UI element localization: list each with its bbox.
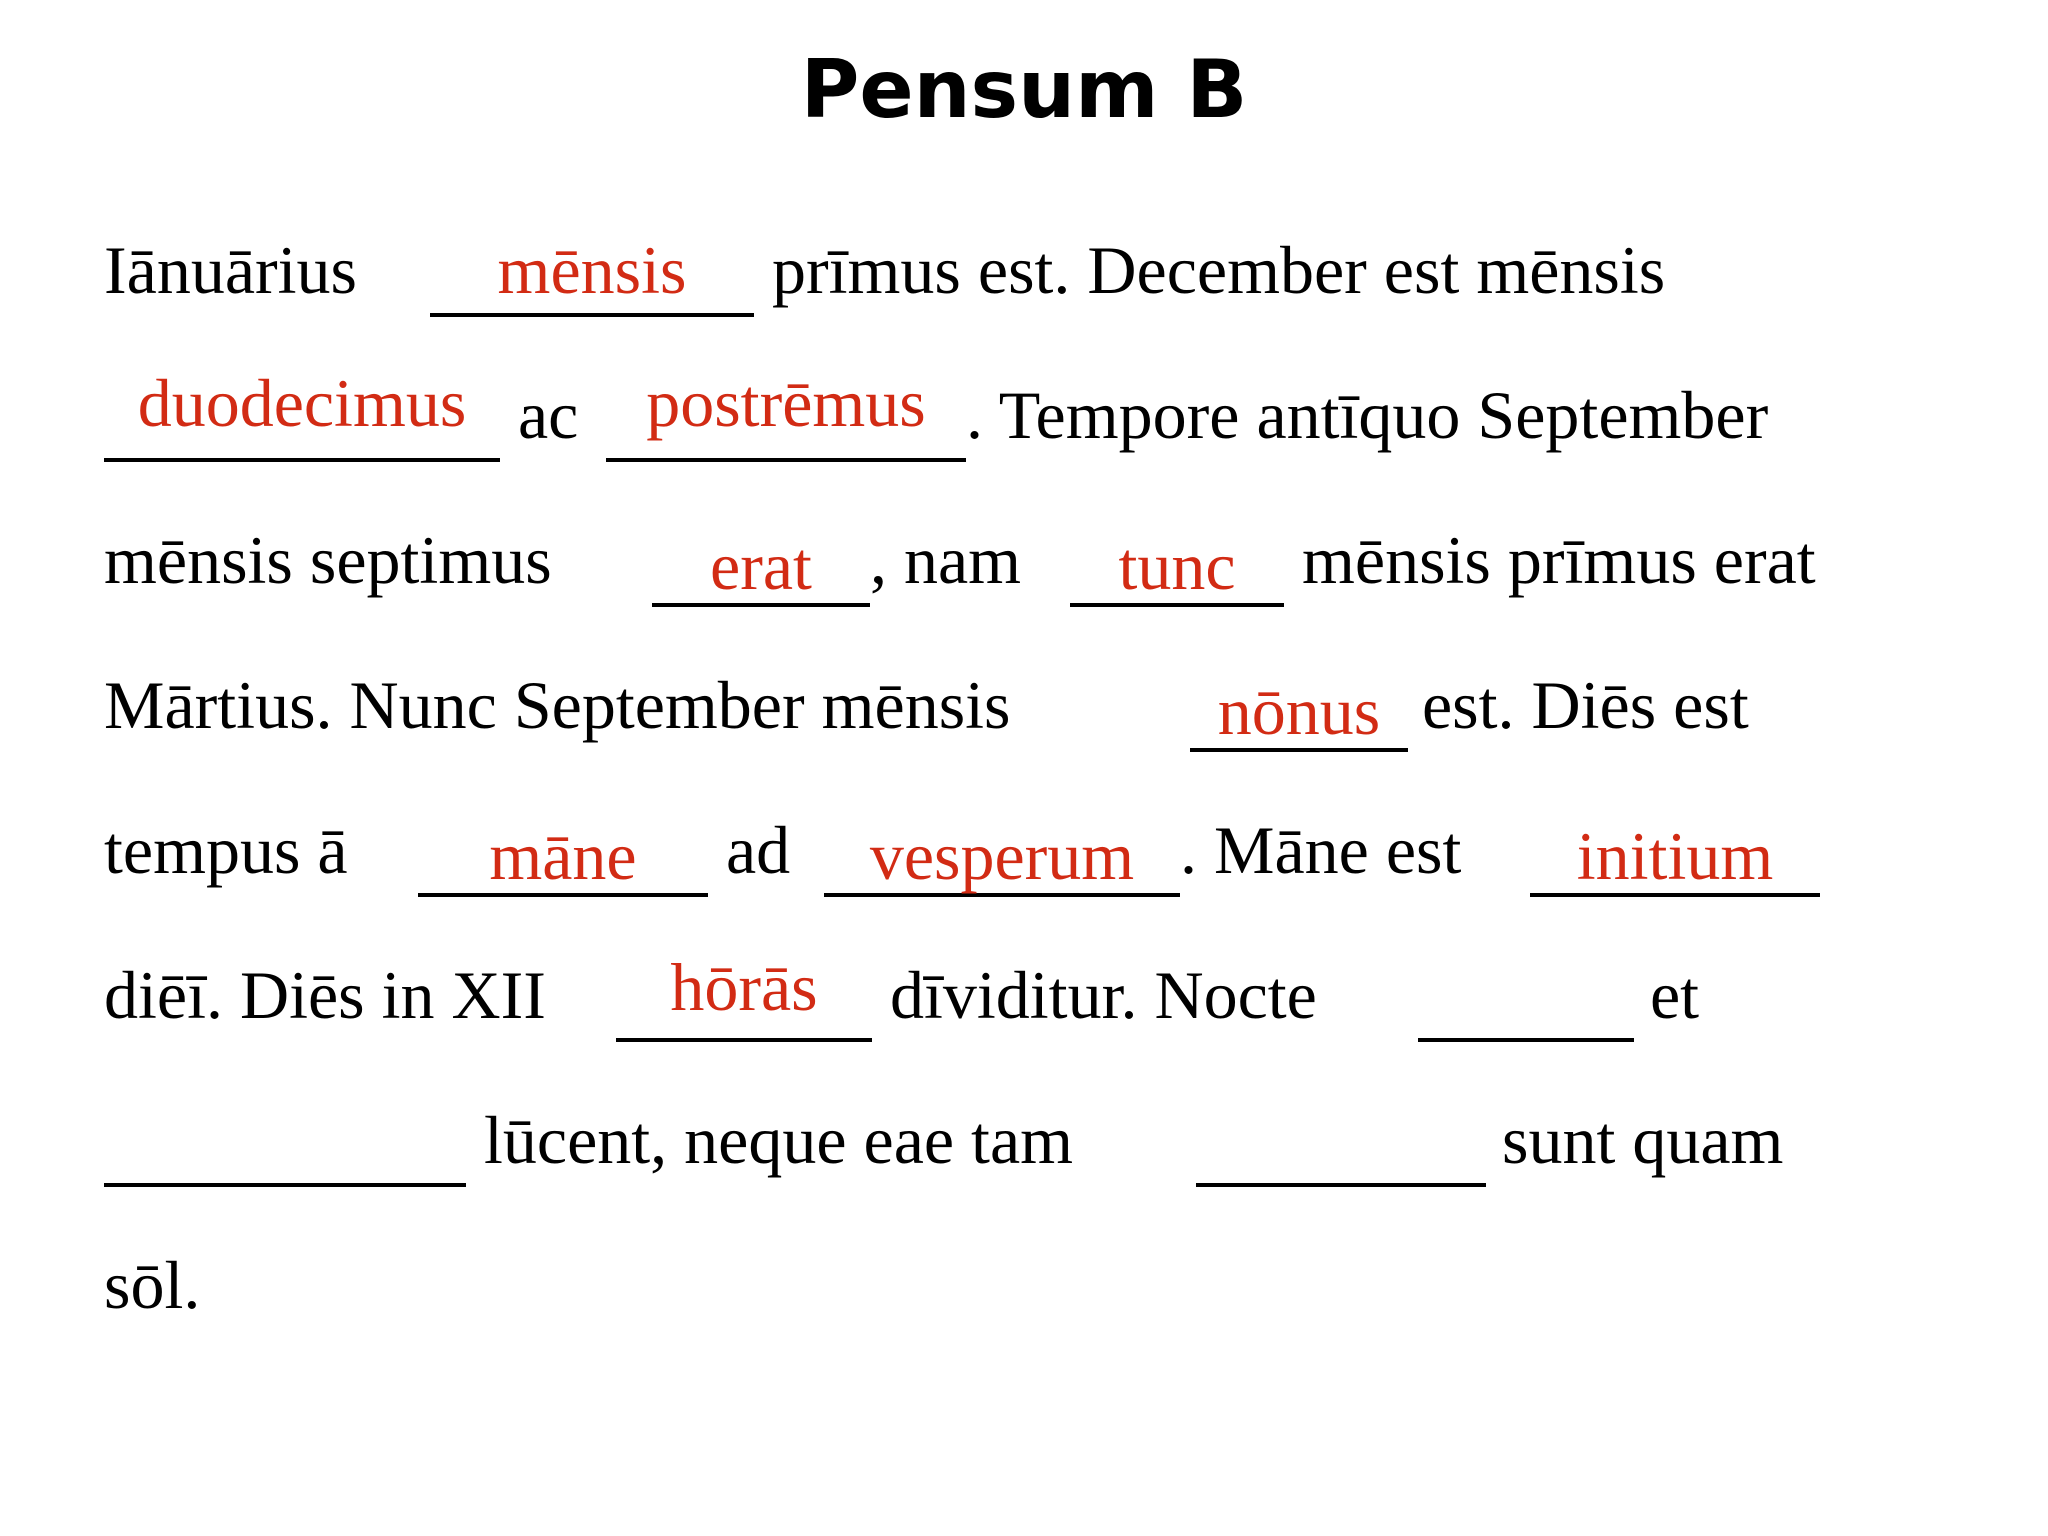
- answer-text: mēnsis: [497, 232, 687, 308]
- answer-text: nōnus: [1217, 673, 1381, 749]
- answer-text: initium: [1576, 818, 1774, 894]
- answer-text: vesperum: [869, 818, 1135, 894]
- answer-blank[interactable]: [104, 458, 500, 462]
- text-segment: . Tempore antīquo September: [966, 377, 1769, 453]
- page-title: Pensum B: [800, 43, 1248, 136]
- answer-text: tunc: [1118, 528, 1236, 604]
- text-segment: diēī. Diēs in XII: [104, 957, 546, 1033]
- text-segment: . Māne est: [1180, 812, 1462, 888]
- answer-blank[interactable]: [606, 458, 966, 462]
- text-segment: Mārtius. Nunc September mēnsis: [104, 667, 1011, 743]
- text-segment: dīviditur. Nocte: [890, 957, 1317, 1033]
- text-segment: , nam: [870, 522, 1022, 598]
- text-segment: ad: [726, 812, 791, 888]
- text-segment: prīmus est. December est mēnsis: [772, 232, 1666, 308]
- text-segment: mēnsis septimus: [104, 522, 552, 598]
- text-segment: lūcent, neque eae tam: [484, 1102, 1074, 1178]
- answer-text: erat: [710, 528, 812, 604]
- text-segment: ac: [518, 377, 579, 453]
- text-segment: mēnsis prīmus erat: [1302, 522, 1816, 598]
- text-segment: tempus ā: [104, 812, 348, 888]
- text-segment: Iānuārius: [104, 232, 358, 308]
- answer-blank[interactable]: [1418, 1038, 1634, 1042]
- text-segment: sōl.: [104, 1247, 201, 1323]
- answer-text: postrēmus: [646, 365, 926, 441]
- answer-text: duodecimus: [137, 365, 467, 441]
- answer-blank[interactable]: [1196, 1183, 1486, 1187]
- answer-text: māne: [489, 818, 637, 894]
- answer-text: hōrās: [670, 949, 818, 1025]
- answer-blank[interactable]: [104, 1183, 466, 1187]
- text-segment: est. Diēs est: [1422, 667, 1749, 743]
- text-segment: sunt quam: [1502, 1102, 1784, 1178]
- text-segment: et: [1650, 957, 1700, 1033]
